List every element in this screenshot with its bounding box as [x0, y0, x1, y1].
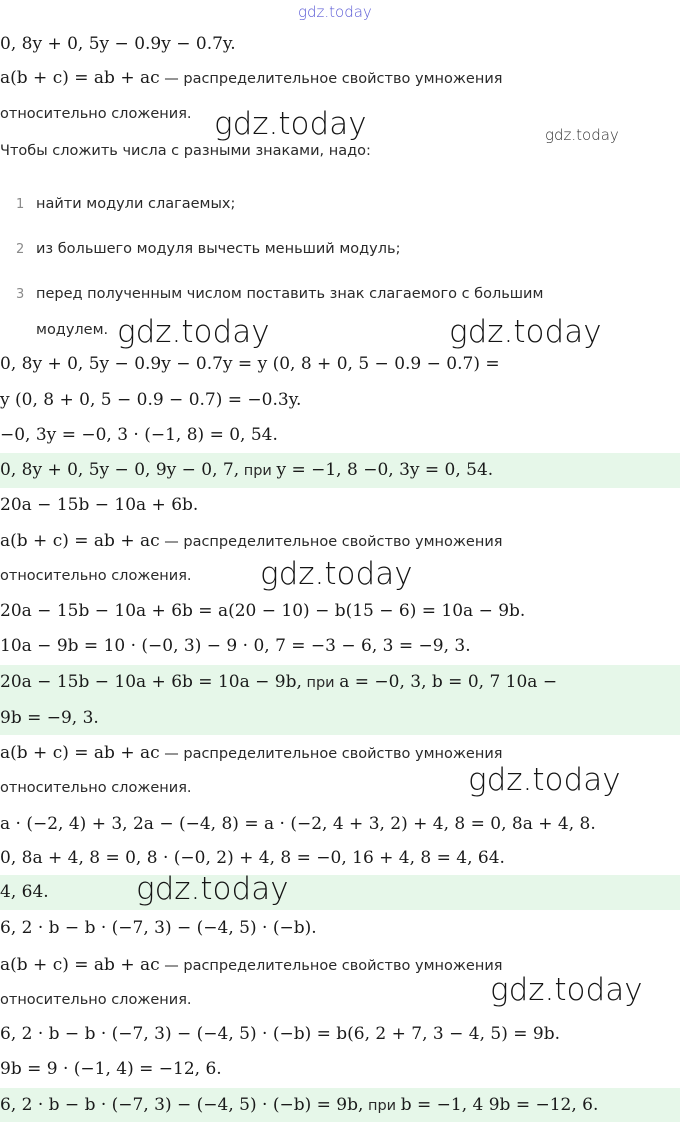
watermark: gdz.today: [136, 871, 289, 907]
solution-step: 0, 8y + 0, 5y − 0.9y − 0.7y = y (0, 8 + 0, 5 − 0.9 − 0.7) =: [0, 354, 500, 374]
answer-expression: 6, 2 · b − b · (−7, 3) − (−4, 5) · (−b) = 9b,: [0, 1095, 364, 1115]
rule-heading: Чтобы сложить числа с разными знаками, надо:: [0, 143, 371, 159]
answer-value: y = −1, 8 −0, 3y = 0, 54.: [276, 460, 494, 480]
solution-step: 10a − 9b = 10 · (−0, 3) − 9 · 0, 7 = −3 − 6, 3 = −9, 3.: [0, 636, 471, 656]
rule-text: относительно сложения.: [0, 568, 192, 584]
answer-continuation: 9b = −9, 3.: [0, 708, 99, 728]
solution-step: 20a − 15b − 10a + 6b = a(20 − 10) − b(15 − 6) = 10a − 9b.: [0, 601, 526, 621]
solution-step: 9b = 9 · (−1, 4) = −12, 6.: [0, 1059, 222, 1079]
solution-step: a · (−2, 4) + 3, 2a − (−4, 8) = a · (−2, 4 + 3, 2) + 4, 8 = 0, 8a + 4, 8.: [0, 814, 596, 834]
answer-word: при: [363, 1098, 401, 1114]
expression: 20a − 15b − 10a + 6b.: [0, 495, 199, 515]
answer: [0, 672, 557, 692]
watermark: gdz.today: [490, 972, 643, 1008]
list-item: найти модули слагаемых;: [36, 196, 236, 212]
expression: 0, 8y + 0, 5y − 0.9y − 0.7y.: [0, 34, 236, 54]
answer-value: a = −0, 3, b = 0, 7 10a −: [339, 672, 558, 692]
rule-text: — распределительное свойство умножения: [159, 534, 503, 550]
formula: a(b + c) = ab + ac: [0, 68, 160, 88]
answer-word: при: [301, 675, 340, 691]
watermark: gdz.today: [214, 106, 367, 142]
rule-text: относительно сложения.: [0, 992, 192, 1008]
rule-line: [0, 68, 502, 88]
answer-word: при: [239, 463, 277, 479]
solution-step: 6, 2 · b − b · (−7, 3) − (−4, 5) · (−b) = b(6, 2 + 7, 3 − 4, 5) = 9b.: [0, 1024, 561, 1044]
answer-expression: 20a − 15b − 10a + 6b = 10a − 9b,: [0, 672, 302, 692]
answer: [0, 460, 493, 480]
watermark: gdz.today: [260, 556, 413, 592]
rule-text: относительно сложения.: [0, 780, 192, 796]
rule-line: [0, 531, 502, 551]
solution-step: 0, 8a + 4, 8 = 0, 8 · (−0, 2) + 4, 8 = −0, 16 + 4, 8 = 4, 64.: [0, 848, 505, 868]
list-item-number: 2: [16, 242, 25, 257]
solution-step: y (0, 8 + 0, 5 − 0.9 − 0.7) = −0.3y.: [0, 390, 302, 410]
answer: 4, 64.: [0, 882, 49, 902]
list-item-continuation: модулем.: [36, 322, 109, 338]
list-item: из большего модуля вычесть меньший модуль;: [36, 241, 401, 257]
rule-text: — распределительное свойство умножения: [159, 71, 503, 87]
answer-expression: 0, 8y + 0, 5y − 0, 9y − 0, 7,: [0, 460, 240, 480]
formula: a(b + c) = ab + ac: [0, 955, 160, 975]
rule-line: [0, 743, 502, 763]
answer-value: b = −1, 4 9b = −12, 6.: [400, 1095, 599, 1115]
rule-text: — распределительное свойство умножения: [159, 958, 503, 974]
rule-text: — распределительное свойство умножения: [159, 746, 503, 762]
list-item: перед полученным числом поставить знак слагаемого с большим: [36, 286, 544, 302]
rule-text: относительно сложения.: [0, 106, 192, 122]
formula: a(b + c) = ab + ac: [0, 743, 160, 763]
list-item-number: 1: [16, 197, 25, 212]
answer-highlight: [0, 875, 680, 910]
formula: a(b + c) = ab + ac: [0, 531, 160, 551]
watermark: gdz.today: [468, 762, 621, 798]
list-item-number: 3: [16, 287, 25, 302]
watermark: gdz.today: [449, 314, 602, 350]
solution-step: −0, 3y = −0, 3 · (−1, 8) = 0, 54.: [0, 425, 278, 445]
rule-line: [0, 955, 502, 975]
watermark: gdz.today: [298, 3, 372, 21]
watermark: gdz.today: [117, 314, 270, 350]
answer: [0, 1095, 598, 1115]
watermark: gdz.today: [545, 126, 619, 144]
expression: 6, 2 · b − b · (−7, 3) − (−4, 5) · (−b).: [0, 918, 317, 938]
